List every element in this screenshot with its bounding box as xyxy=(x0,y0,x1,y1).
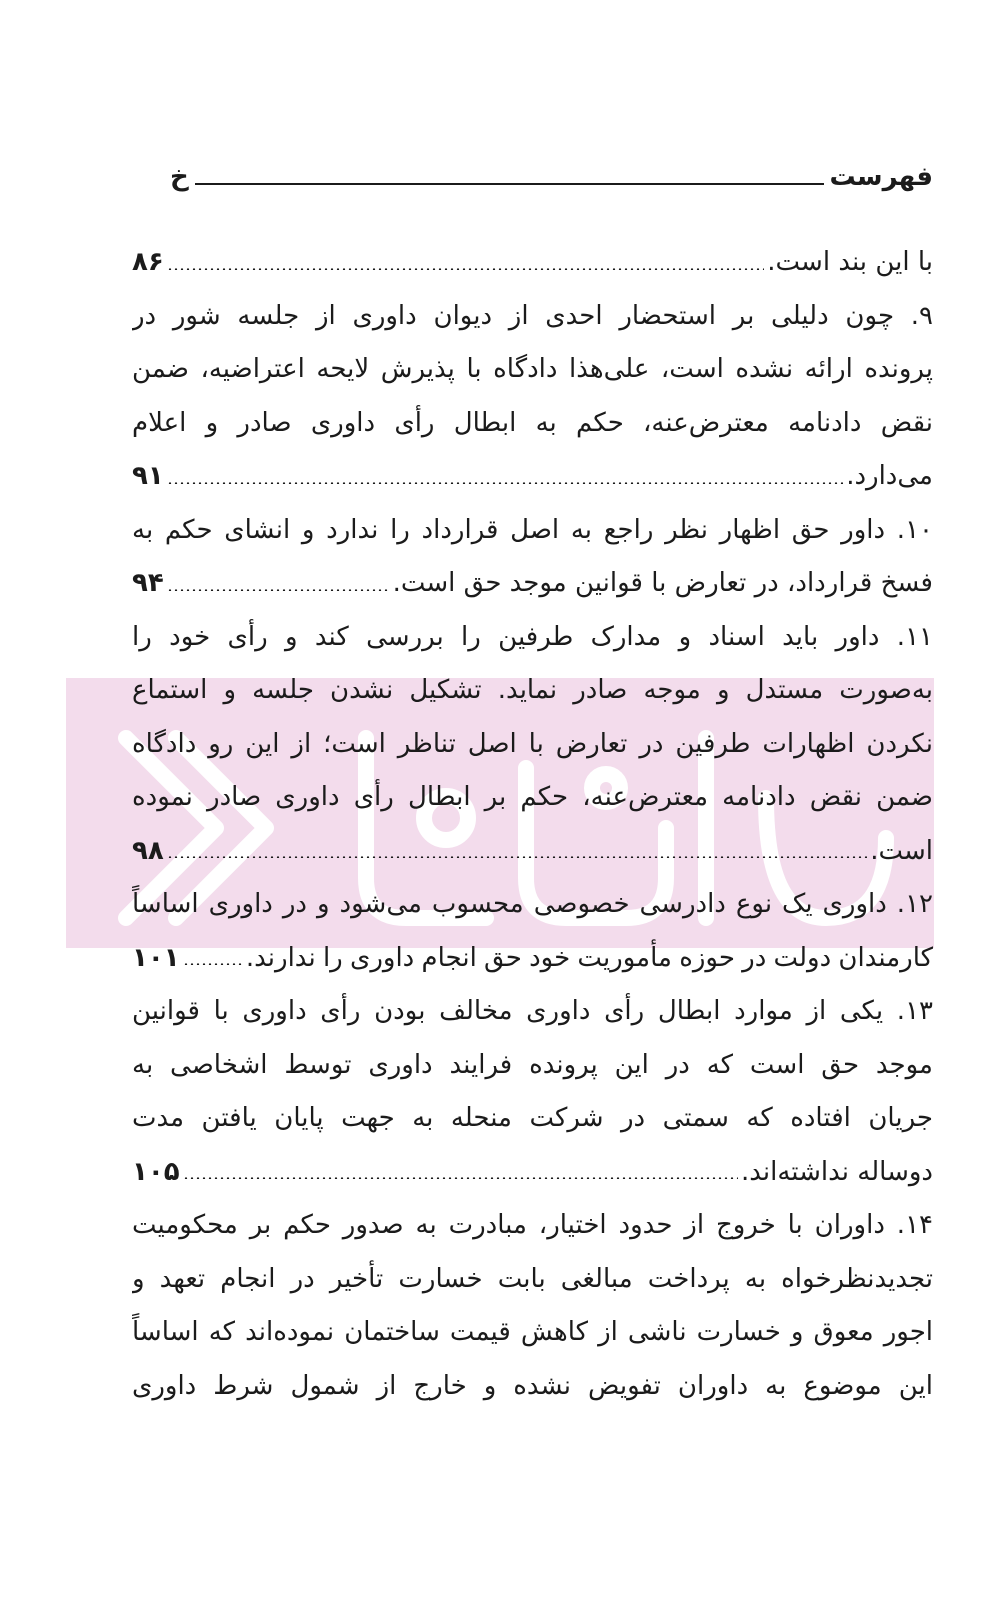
toc-entry-text: کارمندان دولت در حوزه مأموریت خود حق انجام داوری را ندارند. xyxy=(245,942,933,973)
toc-page-number: ۱۰۵ xyxy=(132,1156,180,1187)
toc-entry-text: دوساله نداشته‌اند. xyxy=(740,1156,933,1187)
toc-entry-last-line xyxy=(132,450,933,504)
toc-entry xyxy=(132,236,933,290)
toc-entry-last-line xyxy=(132,825,933,879)
toc-entry-line: ۱۴. داوران با خروج از حدود اختیار، مبادرت به صدور حکم بر محکومیت xyxy=(132,1210,933,1240)
header-page-letter: خ xyxy=(170,162,189,192)
toc-page-number: ۹۴ xyxy=(132,568,164,598)
toc-entry-line: نقض دادنامه معترض‌عنه، حکم به ابطال رأی داوری صادر و اعلام xyxy=(132,407,933,438)
header-title: فهرست xyxy=(829,162,933,192)
toc-entry-line: ضمن نقض دادنامه معترض‌عنه، حکم بر ابطال رأی داوری صادر نموده xyxy=(132,782,933,812)
toc-entry-text: با این بند است. xyxy=(767,247,933,277)
toc-page-number: ۱۰۱ xyxy=(132,942,180,973)
toc-entry-line: جریان افتاده که سمتی در شرکت منحله به جهت پایان یافتن مدت xyxy=(132,1103,933,1133)
toc-entry-last-line xyxy=(132,557,933,611)
toc-entries xyxy=(132,236,933,1413)
header-rule xyxy=(195,183,824,185)
toc-entry-line: ۱۳. یکی از موارد ابطال رأی داوری مخالف بودن رأی داوری با قوانین xyxy=(132,996,933,1026)
toc-entry-line: ۱۲. داوری یک نوع دادرسی خصوصی محسوب می‌شود و در داوری اساساً xyxy=(132,889,933,919)
toc-entry xyxy=(132,611,933,879)
toc-entry-line: تجدیدنظرخواه به پرداخت مبالغی بابت خسارت تأخیر در انجام تعهد و xyxy=(132,1263,933,1294)
toc-entry-line: اجور معوق و خسارت ناشی از کاهش قیمت ساختمان نموده‌اند که اساساً xyxy=(132,1317,933,1347)
toc-entry-last-line xyxy=(132,236,933,290)
toc-entry-last-line xyxy=(132,932,933,986)
toc-entry xyxy=(132,504,933,611)
leader-dots xyxy=(167,268,765,270)
toc-entry-text: است. xyxy=(870,835,933,866)
toc-entry-line: این موضوع به داوران تفویض نشده و خارج از شمول شرط داوری xyxy=(132,1370,933,1401)
toc-page-number: ۸۶ xyxy=(132,247,164,277)
leader-dots xyxy=(183,963,243,965)
toc-entry-text: می‌دارد. xyxy=(846,461,933,491)
toc-entry-line: ۱۰. داور حق اظهار نظر راجع به اصل قرارداد را ندارد و انشای حکم به xyxy=(132,514,933,545)
leader-dots xyxy=(167,589,390,591)
toc-page-number: ۹۸ xyxy=(132,835,164,866)
toc-entry-line: ۹. چون دلیلی بر استحضار احدی از دیوان داوری از جلسه شور در xyxy=(132,300,933,331)
toc-entry-line: موجد حق است که در این پرونده فرایند داوری توسط اشخاصی به xyxy=(132,1049,933,1080)
toc-entry xyxy=(132,985,933,1199)
toc-entry xyxy=(132,1199,933,1413)
toc-page-number: ۹۱ xyxy=(132,461,164,491)
leader-dots xyxy=(167,856,867,858)
leader-dots xyxy=(183,1177,738,1179)
toc-entry xyxy=(132,878,933,985)
toc-entry-line: پرونده ارائه نشده است، علی‌هذا دادگاه با پذیرش لایحه اعتراضیه، ضمن xyxy=(132,354,933,384)
leader-dots xyxy=(167,482,843,484)
toc-entry-text: فسخ قرارداد، در تعارض با قوانین موجد حق است. xyxy=(392,568,933,598)
toc-entry-line: نکردن اظهارات طرفین در تعارض با اصل تناظر است؛ از این رو دادگاه xyxy=(132,728,933,759)
page-header xyxy=(170,158,933,192)
toc-entry-last-line xyxy=(132,1146,933,1200)
toc-entry-line: به‌صورت مستدل و موجه صادر نماید. تشکیل نشدن جلسه و استماع xyxy=(132,675,933,705)
toc-entry xyxy=(132,290,933,504)
toc-entry-line: ۱۱. داور باید اسناد و مدارک طرفین را بررسی کند و رأی خود را xyxy=(132,621,933,652)
